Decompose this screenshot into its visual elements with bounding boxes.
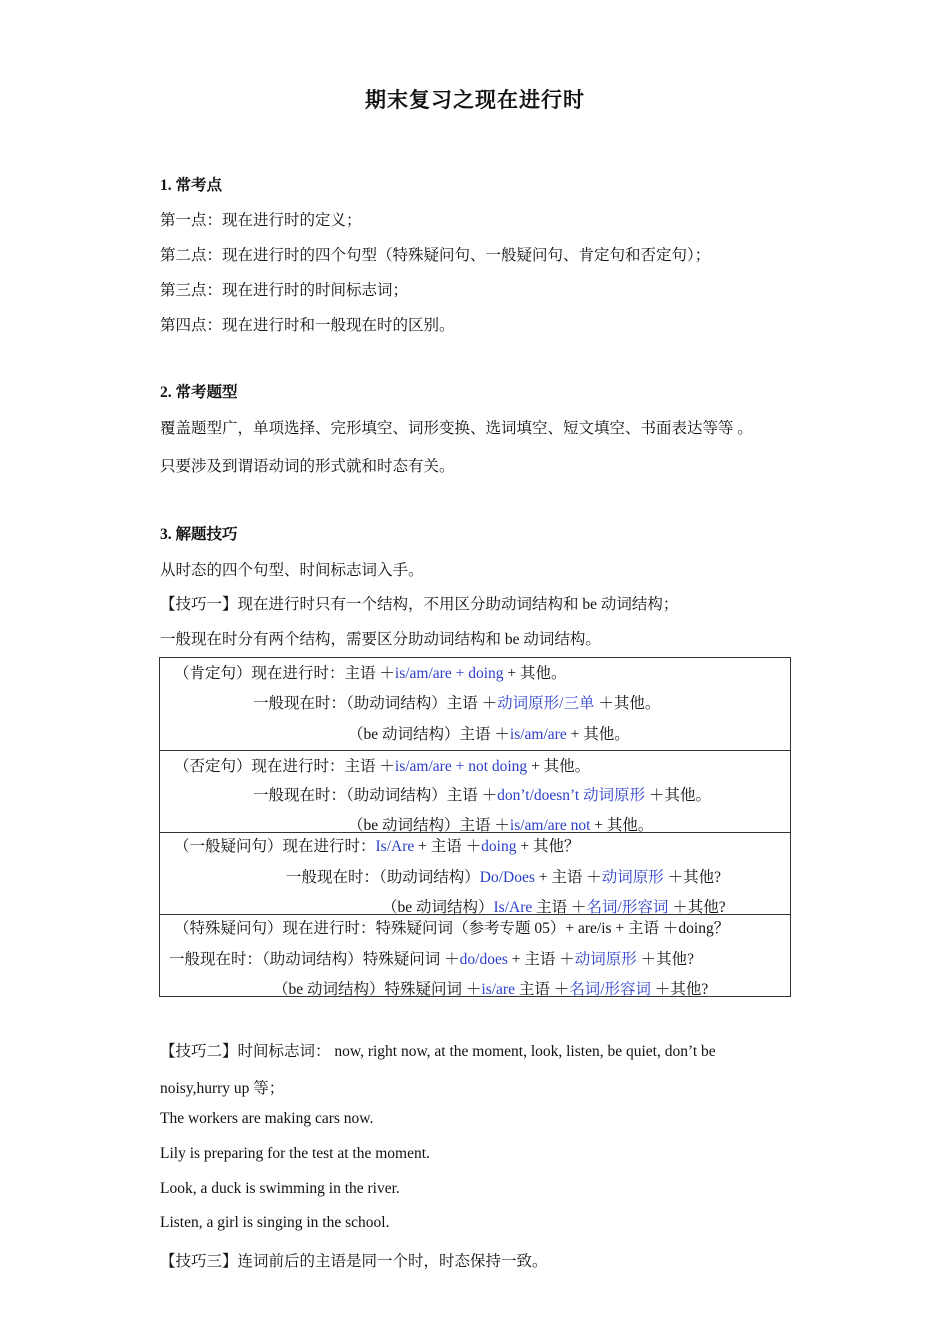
tip2-line: 【技巧二】时间标志词： now, right now, at the moment, look, listen, be quiet, don’t be [160,1043,716,1060]
text: + 主语 ＋ [418,838,482,855]
text: 主语 ＋ [536,899,587,916]
paragraph-line: 从时态的四个句型、时间标志词入手。 [160,562,424,579]
page-title: 期末复习之现在进行时 [365,88,585,112]
example-sentence: Look, a duck is swimming in the river. [160,1180,400,1197]
text: 一般现在时：（助动词结构）主语 ＋ [253,695,498,712]
paragraph-line: 只要涉及到谓语动词的形式就和时态有关。 [160,458,455,475]
table-line [382,895,726,917]
highlight-text: do/does [459,951,508,968]
highlight-text: Is/Are [493,899,533,916]
text: + 其他。 [570,726,630,743]
table-row-affirmative [160,658,791,751]
table-line [253,691,660,713]
table-row-general-question [160,833,791,915]
text: （否定句）现在进行时：主语 ＋ [174,758,395,775]
text: （be 动词结构）特殊疑问词 ＋ [273,981,482,998]
table-line [174,754,590,776]
highlight-text: 名词/形容词 [586,899,669,916]
highlight-text: 动词原形/三单 [497,695,595,712]
text: 一般现在时：（助动词结构）主语 ＋ [253,787,498,804]
highlight-text: is/am/are + not doing [394,758,528,775]
text: （一般疑问句）现在进行时： [174,838,376,855]
text: + 主语 ＋ [511,951,575,968]
highlight-text: 动词原形 [601,869,664,886]
highlight-text: is/am/are not [509,817,591,834]
section-heading-1: 1. 常考点 [160,177,223,194]
highlight-text: 动词原形 [574,951,637,968]
highlight-text: doing [481,838,517,855]
text: 一般现在时：（助动词结构）特殊疑问词 ＋ [169,951,460,968]
text: 主语 ＋ [518,981,570,998]
tip2-line: noisy,hurry up 等； [160,1080,285,1097]
text: ＋其他? [667,869,722,886]
text: ＋其他? [654,981,709,998]
text: ＋其他。 [649,787,712,804]
highlight-text: is/am/are + doing [394,665,504,682]
highlight-text: don’t/doesn’t 动词原形 [497,787,646,804]
text: + 主语 ＋ [538,869,602,886]
highlight-text: Do/Does [479,869,535,886]
text: ＋其他。 [598,695,661,712]
text: + 其他。 [531,758,591,775]
text: 一般现在时：（助动词结构） [286,869,480,886]
table-row-negative [160,751,791,833]
table-line [348,813,653,835]
text: ＋其他? [672,899,726,916]
list-item: 第三点：现在进行时的时间标志词； [160,282,409,299]
text: （be 动词结构）主语 ＋ [348,726,510,743]
example-sentence: Listen, a girl is singing in the school. [160,1214,390,1231]
table-line [174,916,729,938]
example-sentence: Lily is preparing for the test at the moment. [160,1145,430,1162]
text: （be 动词结构） [382,899,494,916]
paragraph-line: 覆盖题型广，单项选择、完形填空、词形变换、选词填空、短文填空、书面表达等等 。 [160,420,753,437]
table-line [174,834,579,856]
example-sentence: The workers are making cars now. [160,1110,374,1127]
table-row-special-question [160,915,791,997]
text: + 其他？ [520,838,580,855]
list-item: 第四点：现在进行时和一般现在时的区别。 [160,317,455,334]
tip3-line: 【技巧三】连词前后的主语是同一个时，时态保持一致。 [160,1253,548,1270]
table-line [169,947,694,969]
list-item: 第二点：现在进行时的四个句型（特殊疑问句、一般疑问句、肯定句和否定句）； [160,247,711,264]
text: ＋其他? [640,951,695,968]
highlight-text: is/am/are [509,726,567,743]
table-line [286,865,721,887]
text: （肯定句）现在进行时：主语 ＋ [174,665,395,682]
text: + 其他。 [594,817,654,834]
text: + 其他。 [507,665,567,682]
highlight-text: is/are [481,981,515,998]
tip1-line: 一般现在时分有两个结构，需要区分助动词结构和 be 动词结构。 [160,631,601,648]
highlight-text: 名词/形容词 [569,981,652,998]
table-line [253,783,711,805]
section-heading-3: 3. 解题技巧 [160,526,238,543]
tip1-line: 【技巧一】现在进行时只有一个结构，不用区分助动词结构和 be 动词结构； [160,596,679,613]
text: （特殊疑问句）现在进行时：特殊疑问词（参考专题 05）+ are/is + 主语 ＋doing？ [174,920,730,937]
table-line [174,661,567,683]
section-heading-2: 2. 常考题型 [160,384,238,401]
table-line [273,977,708,999]
grammar-table [159,657,791,997]
list-item: 第一点：现在进行时的定义； [160,212,362,229]
table-line [348,722,630,744]
highlight-text: Is/Are [375,838,415,855]
text: （be 动词结构）主语 ＋ [348,817,510,834]
